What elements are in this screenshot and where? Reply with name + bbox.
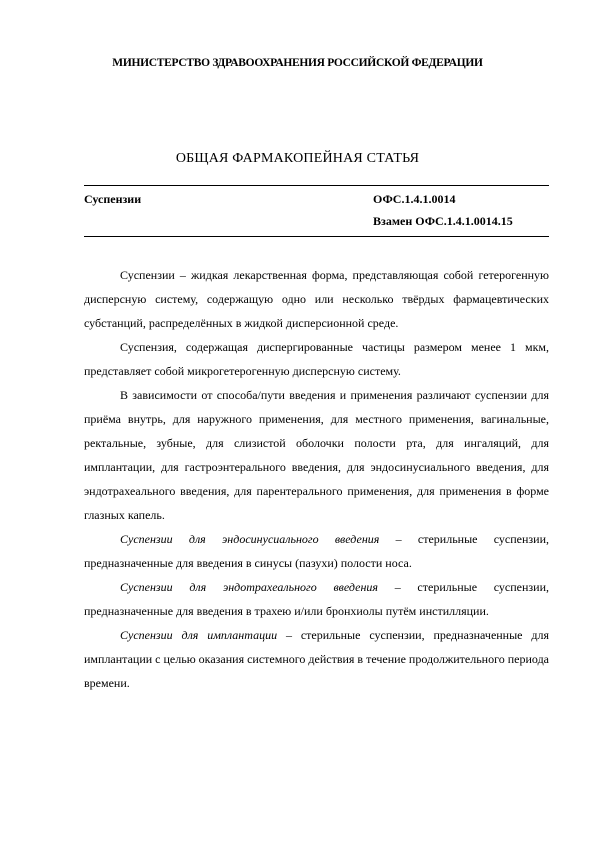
ministry-heading: МИНИСТЕРСТВО ЗДРАВООХРАНЕНИЯ РОССИЙСКОЙ ФЕДЕРАЦИИ: [112, 57, 483, 69]
paragraph-term: Суспензии для эндосинусиального введения: [120, 532, 380, 546]
bottom-rule: [84, 236, 549, 237]
article-name: Суспензии: [84, 192, 142, 206]
article-code: ОФС.1.4.1.0014: [373, 192, 456, 206]
paragraph-text: – стерильные суспензии, предназначенные для введения в синусы (пазухи) полости носа.: [84, 532, 549, 570]
paragraph-text: Суспензия, содержащая диспергированные частицы размером менее 1 мкм, представляет собой микрогетерогенную дисперсную систему.: [84, 340, 549, 378]
paragraph: [84, 527, 549, 575]
paragraph-term: Суспензии для эндотрахеального введения: [120, 580, 378, 594]
replaces-code: Взамен ОФС.1.4.1.0014.15: [373, 214, 513, 228]
paragraph: [84, 623, 549, 695]
paragraph: [84, 575, 549, 623]
paragraph-text: – стерильные суспензии, предназначенные для введения в трахею и/или бронхиолы путём инстилляции.: [84, 580, 549, 618]
paragraph-text: В зависимости от способа/пути введения и применения различают суспензии для приёма внутрь, для наружного применения, для местного применения, вагинальные, ректальные, зубные, для слизистой оболочки полости рта, для ингаляций, для имплантации, для гастроэнтерального введения, для эндосинусиального введения, для эндотрахеального введения, для парентерального применения, для применения в форме глазных капель.: [84, 388, 549, 522]
article-body: [84, 263, 549, 695]
paragraph-text: Суспензии – жидкая лекарственная форма, представляющая собой гетерогенную дисперсную систему, содержащую одно или несколько твёрдых фармацевтических субстанций, распределённых в жидкой дисперсионной среде.: [84, 268, 549, 330]
paragraph: [84, 335, 549, 383]
paragraph: [84, 383, 549, 527]
paragraph-text: – стерильные суспензии, предназначенные для имплантации с целью оказания системного действия в течение продолжительного периода времени.: [84, 628, 549, 690]
top-rule: [84, 185, 549, 186]
paragraph-term: Суспензии для имплантации: [120, 628, 278, 642]
paragraph: [84, 263, 549, 335]
document-title: ОБЩАЯ ФАРМАКОПЕЙНАЯ СТАТЬЯ: [175, 151, 420, 166]
